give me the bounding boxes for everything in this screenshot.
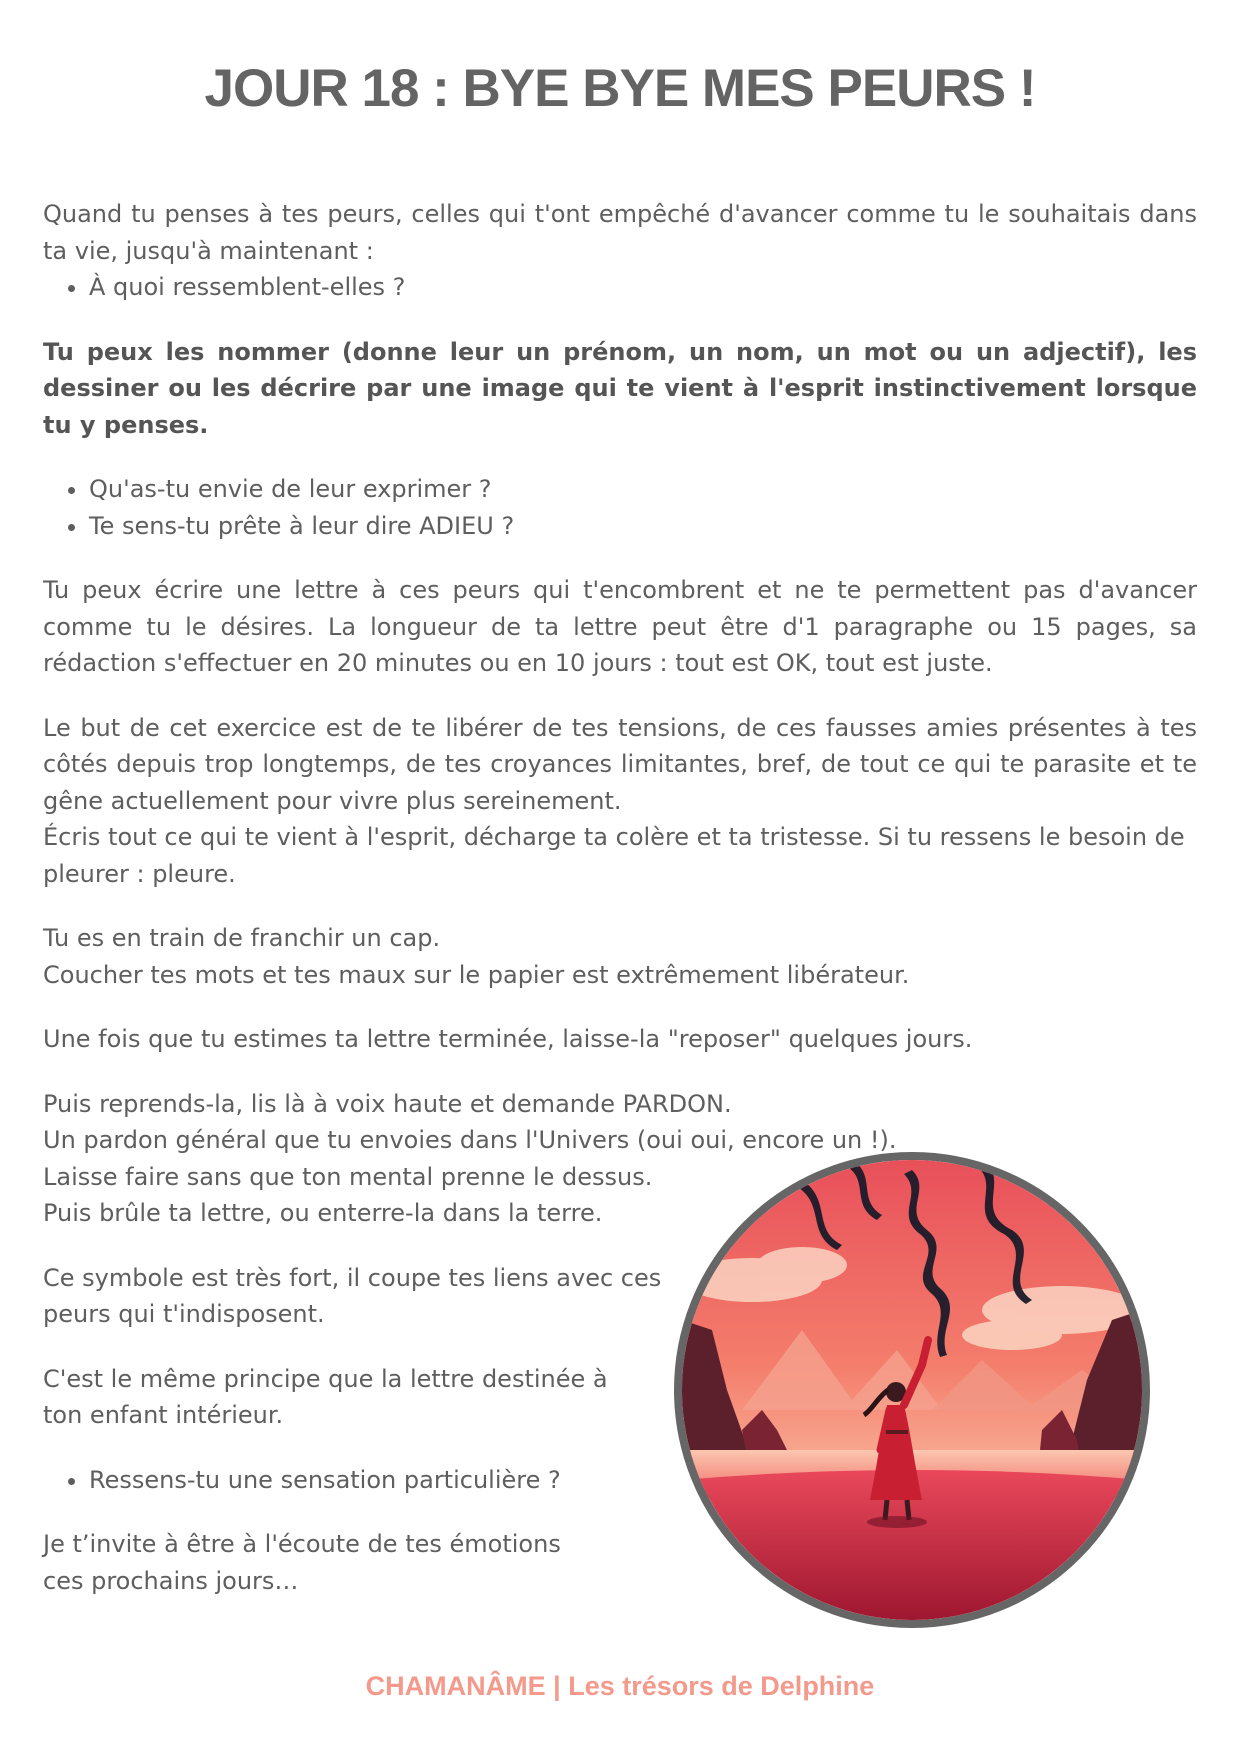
illustration-woman-releasing-smoke xyxy=(674,1152,1150,1628)
principle-paragraph xyxy=(43,1361,683,1434)
write-paragraph: Écris tout ce qui te vient à l'esprit, décharge ta colère et ta tristesse. Si tu ressens le besoin de pleurer : pleure. xyxy=(43,823,1185,888)
symbol-paragraph xyxy=(43,1260,683,1333)
list-item: • Qu'as-tu envie de leur exprimer ? xyxy=(89,471,1197,508)
intro-paragraph: Quand tu penses à tes peurs, celles qui t'ont empêché d'avancer comme tu le souhaitais dans ta vie, jusqu'à maintenant : xyxy=(43,200,1197,265)
text-line: Puis brûle ta lettre, ou enterre-la dans la terre. xyxy=(43,1199,603,1227)
question-list-2 xyxy=(43,471,1197,544)
list-item: • À quoi ressemblent-elles ? xyxy=(89,269,1197,306)
text-line: Un pardon général que tu envoies dans l'Univers (oui oui, encore un !). xyxy=(43,1126,897,1154)
closing-paragraph xyxy=(43,1526,683,1599)
list-item: • Ressens-tu une sensation particulière ? xyxy=(89,1462,729,1499)
goal-paragraph: Le but de cet exercice est de te libérer de tes tensions, de ces fausses amies présentes à tes côtés depuis trop longtemps, de tes croyances limitantes, bref, de tout ce qui te parasite et te gêne actuellement pour vivre plus sereinement. xyxy=(43,713,1197,815)
text-line: Coucher tes mots et tes maux sur le papier est extrêmement libérateur. xyxy=(43,960,910,989)
illustration-svg xyxy=(682,1160,1142,1620)
text-line: ces prochains jours… xyxy=(43,1566,299,1595)
text-line: Ce symbole est très fort, il coupe tes liens avec ces xyxy=(43,1263,662,1292)
footer-brand: CHAMANÂME | Les trésors de Delphine xyxy=(365,1671,875,1701)
text-line: Laisse faire sans que ton mental prenne le dessus. xyxy=(43,1162,653,1191)
text-line: ton enfant intérieur. xyxy=(43,1401,284,1429)
list-item: • Te sens-tu prête à leur dire ADIEU ? xyxy=(89,508,1197,545)
rest-paragraph: Une fois que tu estimes ta lettre terminée, laisse-la "reposer" quelques jours. xyxy=(43,1025,973,1053)
question-list-3 xyxy=(43,1462,729,1499)
text-line: Je t’invite à être à l'écoute de tes émotions xyxy=(43,1530,561,1558)
text-line: Tu es en train de franchir un cap. xyxy=(43,924,441,952)
bold-instruction: Tu peux les nommer (donne leur un prénom, un nom, un mot ou un adjectif), les dessiner ou les décrire par une image qui te vient à l'esprit instinctivement lorsque tu y penses. xyxy=(43,337,1197,439)
cap-paragraph xyxy=(43,920,1197,993)
question-list-1 xyxy=(43,269,1197,306)
page-title: JOUR 18 : BYE BYE MES PEURS ! xyxy=(204,59,1036,118)
text-line: C'est le même principe que la lettre destinée à xyxy=(43,1364,608,1393)
text-line: peurs qui t'indisposent. xyxy=(43,1300,325,1328)
letter-paragraph: Tu peux écrire une lettre à ces peurs qui t'encombrent et ne te permettent pas d'avancer comme tu le désires. La longueur de ta lettre peut être d'1 paragraphe ou 15 pages, sa rédaction s'effectuer en 20 minutes ou en 10 jours : tout est OK, tout est juste. xyxy=(43,576,1197,677)
text-line: Puis reprends-la, lis là à voix haute et demande PARDON. xyxy=(43,1089,732,1118)
